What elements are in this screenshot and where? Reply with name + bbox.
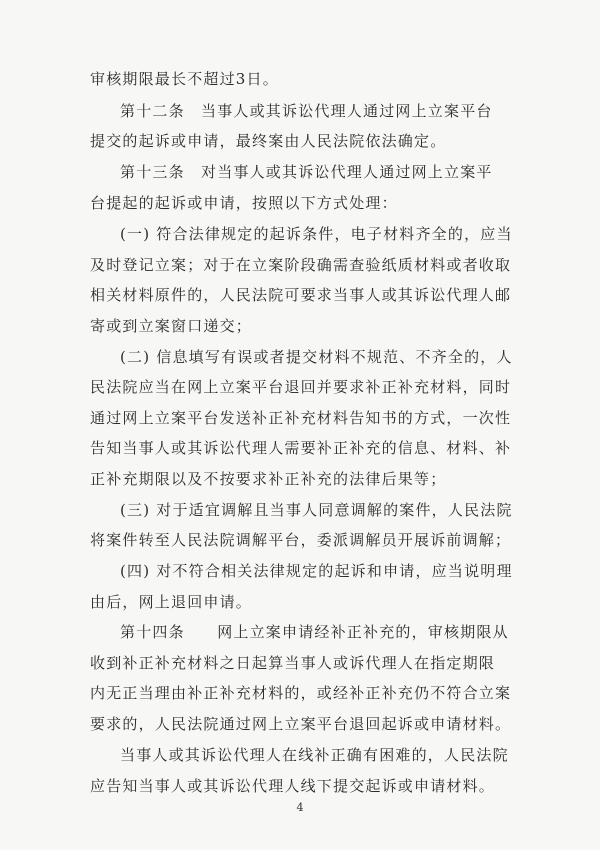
text-line: 应告知当事人或其诉讼代理人线下提交起诉或申请材料。 (90, 777, 496, 795)
text-line: 第十三条 对当事人或其诉讼代理人通过网上立案平 (120, 163, 493, 181)
text-line: 台提起的起诉或申请，按照以下方式处理： (90, 194, 398, 212)
page-number: 4 (296, 801, 304, 814)
text-line: 审核期限最长不超过3日。 (90, 70, 279, 88)
text-line: (一) 符合法律规定的起诉条件，电子材料齐全的，应当 (120, 225, 513, 243)
text-line: 及时登记立案；对于在立案阶段确需查验纸质材料或者收取 (90, 256, 512, 274)
text-line: (四) 对不符合相关法律规定的起诉和申请，应当说明理 (120, 562, 513, 580)
text-line: (三) 对于适宜调解且当事人同意调解的案件，人民法院 (120, 501, 513, 519)
text-line: 第十四条 网上立案申请经补正补充的，审核期限从 (120, 623, 509, 641)
text-line: 要求的，人民法院通过网上立案平台退回起诉或申请材料。 (90, 715, 512, 733)
text-line: (二) 信息填写有误或者提交材料不规范、不齐全的，人 (120, 348, 513, 366)
text-line: 通过网上立案平台发送补正补充材料告知书的方式，一次性 (90, 409, 512, 427)
text-line: 告知当事人或其诉讼代理人需要补正补充的信息、材料、补 (90, 439, 512, 457)
text-line: 民法院应当在网上立案平台退回并要求补正补充材料，同时 (90, 378, 512, 396)
text-line: 提交的起诉或申请，最终案由人民法院依法确定。 (90, 132, 447, 150)
text-line: 寄或到立案窗口递交； (90, 317, 253, 335)
text-line: 当事人或其诉讼代理人在线补正确有困难的，人民法院 (120, 746, 509, 764)
text-line: 第十二条 当事人或其诉讼代理人通过网上立案平台 (120, 102, 493, 120)
text-line: 收到补正补充材料之日起算当事人或诉代理人在指定期限 (90, 654, 496, 672)
text-line: 将案件转至人民法院调解平台，委派调解员开展诉前调解； (90, 531, 512, 549)
text-line: 内无正当理由补正补充材料的，或经补正补充仍不符合立案 (90, 684, 512, 702)
text-line: 相关材料原件的，人民法院可要求当事人或其诉讼代理人邮 (90, 286, 512, 304)
text-line: 由后，网上退回申请。 (90, 593, 253, 611)
text-line: 正补充期限以及不按要求补正补充的法律后果等； (90, 470, 447, 488)
